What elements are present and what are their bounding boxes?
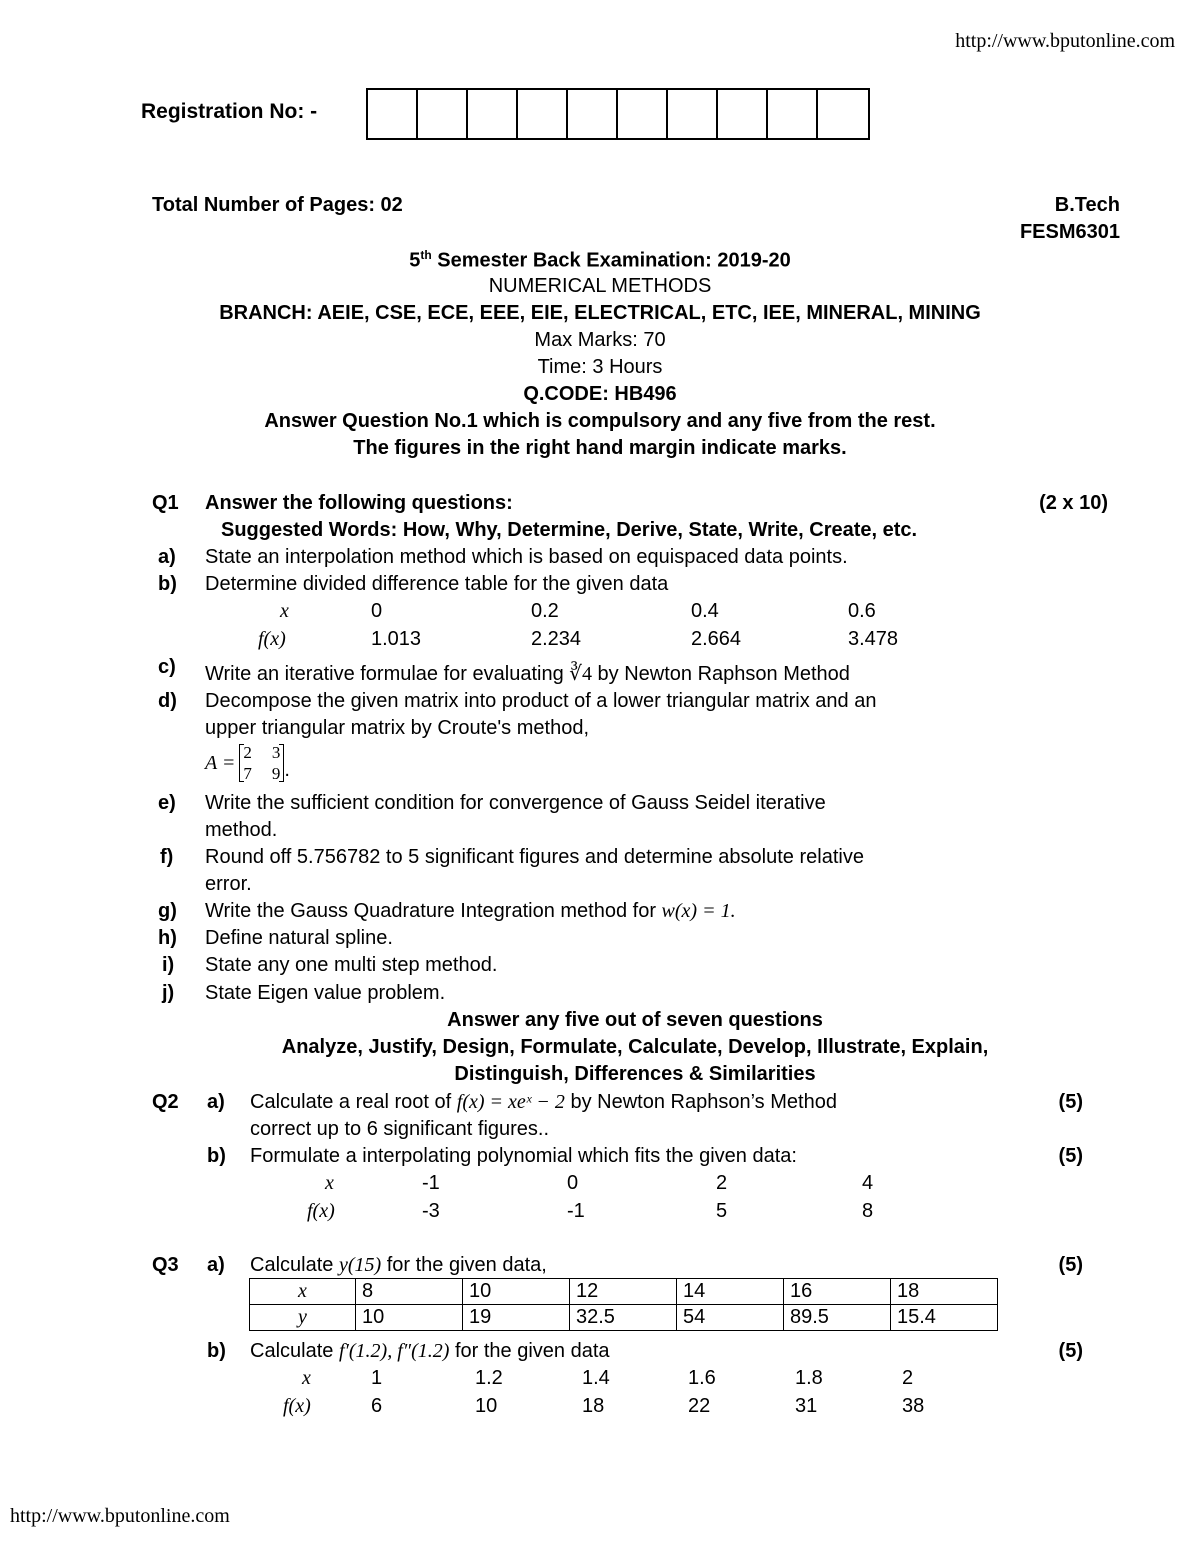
max-marks: Max Marks: 70 [534, 329, 666, 351]
q1-number: Q1 [152, 492, 179, 514]
q1d-line2: upper triangular matrix by Croute's method, [205, 717, 589, 739]
registration-box[interactable] [518, 90, 568, 138]
cube-root-four: ∛4 [569, 663, 592, 685]
instruction-2: The figures in the right hand margin indicate marks. [353, 437, 847, 459]
q1c-text [205, 661, 850, 686]
instruction-1: Answer Question No.1 which is compulsory and any five from the rest. [264, 410, 936, 432]
q1-marks: (2 x 10) [1039, 492, 1108, 514]
table-cell: 8 [356, 1279, 463, 1305]
q1c-text-pre: Write an iterative formulae for evaluating [205, 663, 570, 685]
q3b-x-value: 1.8 [795, 1367, 823, 1389]
q2b-x-value: -1 [422, 1172, 440, 1194]
matrix-cell: 3 [271, 743, 281, 762]
q3b-fx-value: 31 [795, 1395, 818, 1417]
section2-words-1: Analyze, Justify, Design, Formulate, Calculate, Develop, Illustrate, Explain, [281, 1036, 989, 1058]
q1g-text-body: Write the Gauss Quadrature Integration method for [205, 900, 662, 922]
q2b-x-label: x [325, 1172, 334, 1194]
source-url-bottom: http://www.bputonline.com [10, 1505, 230, 1527]
q1f-line1: Round off 5.756782 to 5 significant figures and determine absolute relative [205, 846, 864, 868]
q3b-fx-value: 10 [475, 1395, 498, 1417]
q1b-label: b) [158, 573, 177, 595]
semester-line [0, 248, 1200, 273]
q1i-text: State any one multi step method. [205, 954, 498, 976]
q1b-fx-label: f(x) [258, 628, 286, 650]
table-cell: 16 [784, 1279, 891, 1305]
q1i-label: i) [162, 954, 175, 976]
q2a-label: a) [207, 1091, 225, 1113]
q1b-x-value: 0 [371, 600, 383, 622]
q1a-label: a) [158, 546, 176, 568]
q2-number: Q2 [152, 1091, 179, 1113]
total-pages: Total Number of Pages: 02 [152, 194, 403, 216]
branch-line: BRANCH: AEIE, CSE, ECE, EEE, EIE, ELECTRICAL, ETC, IEE, MINERAL, MINING [219, 302, 981, 324]
registration-box[interactable] [768, 90, 818, 138]
q1b-fx-value: 2.234 [531, 628, 582, 650]
registration-box[interactable] [818, 90, 868, 138]
registration-label: Registration No: - [141, 100, 318, 123]
q2b-fx-value: -3 [422, 1200, 440, 1222]
q3b-x-label: x [302, 1367, 311, 1389]
q2a-line2: correct up to 6 significant figures.. [250, 1118, 550, 1140]
q3b-fx-value: 38 [902, 1395, 925, 1417]
q3a-text-post: for the given data, [381, 1254, 547, 1276]
matrix-label: A = [205, 751, 236, 774]
table-cell: 54 [677, 1305, 784, 1331]
q3a-data-table [249, 1278, 998, 1331]
q2a-text-post: by Newton Raphson’s Method [564, 1091, 837, 1113]
q1b-fx-value: 1.013 [371, 628, 422, 650]
q1b-fx-value: 3.478 [848, 628, 899, 650]
q1a-text: State an interpolation method which is based on equispaced data points. [205, 546, 848, 568]
q2a-text [250, 1091, 837, 1114]
q2b-fx-value: 5 [716, 1200, 728, 1222]
table-cell: 10 [356, 1305, 463, 1331]
registration-box[interactable] [718, 90, 768, 138]
q1j-label: j) [162, 982, 175, 1004]
q2b-marks: (5) [1058, 1145, 1083, 1167]
table-cell: 18 [891, 1279, 998, 1305]
table-row [250, 1305, 998, 1331]
table-cell: 19 [463, 1305, 570, 1331]
q1d-label: d) [158, 690, 177, 712]
registration-boxes[interactable] [366, 88, 870, 140]
q2a-formula: f(x) = xeˣ − 2 [456, 1091, 565, 1113]
q3b-x-value: 1.4 [582, 1367, 610, 1389]
q3b-fx-label: f(x) [283, 1395, 311, 1417]
q3b-formula: f′(1.2), f″(1.2) [338, 1340, 450, 1362]
matrix-period: . [284, 759, 290, 781]
matrix-cell: 7 [243, 764, 252, 783]
q1b-x-value: 0.4 [691, 600, 719, 622]
q1b-x-value: 0.2 [531, 600, 559, 622]
q3b-fx-value: 22 [688, 1395, 711, 1417]
q1e-line2: method. [205, 819, 278, 841]
q1g-label: g) [158, 900, 177, 922]
q1b-x-value: 0.6 [848, 600, 876, 622]
q3b-x-value: 1.2 [475, 1367, 503, 1389]
degree: B.Tech [1054, 194, 1120, 216]
q3b-x-value: 1.6 [688, 1367, 716, 1389]
q2b-text: Formulate a interpolating polynomial which fits the given data: [250, 1145, 797, 1167]
q1f-label: f) [160, 846, 174, 868]
q3b-text-pre: Calculate [250, 1340, 339, 1362]
table-cell: 10 [463, 1279, 570, 1305]
subject-title: NUMERICAL METHODS [488, 275, 712, 297]
q3b-fx-value: 6 [371, 1395, 383, 1417]
matrix-row [243, 744, 280, 761]
matrix-row [243, 765, 280, 782]
q3b-x-value: 1 [371, 1367, 383, 1389]
table-row [250, 1279, 998, 1305]
q1b-text: Determine divided difference table for the given data [205, 573, 669, 595]
registration-box[interactable] [468, 90, 518, 138]
registration-box[interactable] [368, 90, 418, 138]
q3b-x-value: 2 [902, 1367, 914, 1389]
q3b-label: b) [207, 1340, 226, 1362]
semester-num: 5 [409, 249, 421, 272]
semester-sup: th [420, 248, 432, 262]
q3a-text [250, 1254, 547, 1277]
q1e-label: e) [158, 792, 176, 814]
q2a-marks: (5) [1058, 1091, 1083, 1113]
q3b-text [250, 1340, 610, 1363]
q1b-fx-value: 2.664 [691, 628, 742, 650]
q2a-text-pre: Calculate a real root of [250, 1091, 457, 1113]
matrix-cell: 9 [271, 764, 281, 783]
q2b-fx-label: f(x) [307, 1200, 335, 1222]
table-header-cell: x [250, 1279, 356, 1305]
q2b-fx-value: 8 [862, 1200, 874, 1222]
source-url-top: http://www.bputonline.com [955, 30, 1175, 52]
registration-box[interactable] [568, 90, 618, 138]
q1c-label: c) [158, 656, 176, 678]
registration-box[interactable] [618, 90, 668, 138]
q1-title: Answer the following questions: [205, 492, 513, 514]
q3a-text-pre: Calculate [250, 1254, 339, 1276]
table-cell: 15.4 [891, 1305, 998, 1331]
section2-words-2: Distinguish, Differences & Similarities [454, 1063, 816, 1085]
table-cell: 14 [677, 1279, 784, 1305]
section2-title: Answer any five out of seven questions [447, 1009, 823, 1031]
q1g-formula: w(x) = 1. [661, 900, 736, 922]
q3b-text-post: for the given data [449, 1340, 610, 1362]
q1d-line1: Decompose the given matrix into product of a lower triangular matrix and an [205, 690, 877, 712]
q1-suggested-words: Suggested Words: How, Why, Determine, Derive, State, Write, Create, etc. [221, 519, 918, 541]
q2b-x-value: 0 [567, 1172, 579, 1194]
q1f-line2: error. [205, 873, 252, 895]
q1c-text-post: by Newton Raphson Method [592, 663, 850, 685]
q3b-fx-value: 18 [582, 1395, 605, 1417]
q1g-text [205, 900, 736, 923]
q2b-label: b) [207, 1145, 226, 1167]
table-cell: 32.5 [570, 1305, 677, 1331]
q3a-marks: (5) [1058, 1254, 1083, 1276]
q2b-x-value: 4 [862, 1172, 874, 1194]
q3-number: Q3 [152, 1254, 179, 1276]
table-header-cell: y [250, 1305, 356, 1331]
q3b-marks: (5) [1058, 1340, 1083, 1362]
matrix-cell: 2 [243, 743, 252, 762]
semester-text: Semester Back Examination: 2019-20 [437, 249, 791, 272]
q1e-line1: Write the sufficient condition for convergence of Gauss Seidel iterative [205, 792, 826, 814]
q3a-formula: y(15) [338, 1254, 382, 1276]
q3a-label: a) [207, 1254, 225, 1276]
q2b-x-value: 2 [716, 1172, 728, 1194]
q1b-x-label: x [280, 600, 289, 622]
q1h-label: h) [158, 927, 177, 949]
table-cell: 12 [570, 1279, 677, 1305]
q1h-text: Define natural spline. [205, 927, 393, 949]
matrix-a [205, 744, 290, 782]
q1j-text: State Eigen value problem. [205, 982, 446, 1004]
qcode: Q.CODE: HB496 [523, 383, 677, 405]
table-cell: 89.5 [784, 1305, 891, 1331]
subject-code: FESM6301 [1019, 221, 1120, 243]
registration-box[interactable] [418, 90, 468, 138]
registration-box[interactable] [668, 90, 718, 138]
q2b-fx-value: -1 [567, 1200, 585, 1222]
exam-time: Time: 3 Hours [537, 356, 663, 378]
matrix-brackets [239, 744, 284, 782]
